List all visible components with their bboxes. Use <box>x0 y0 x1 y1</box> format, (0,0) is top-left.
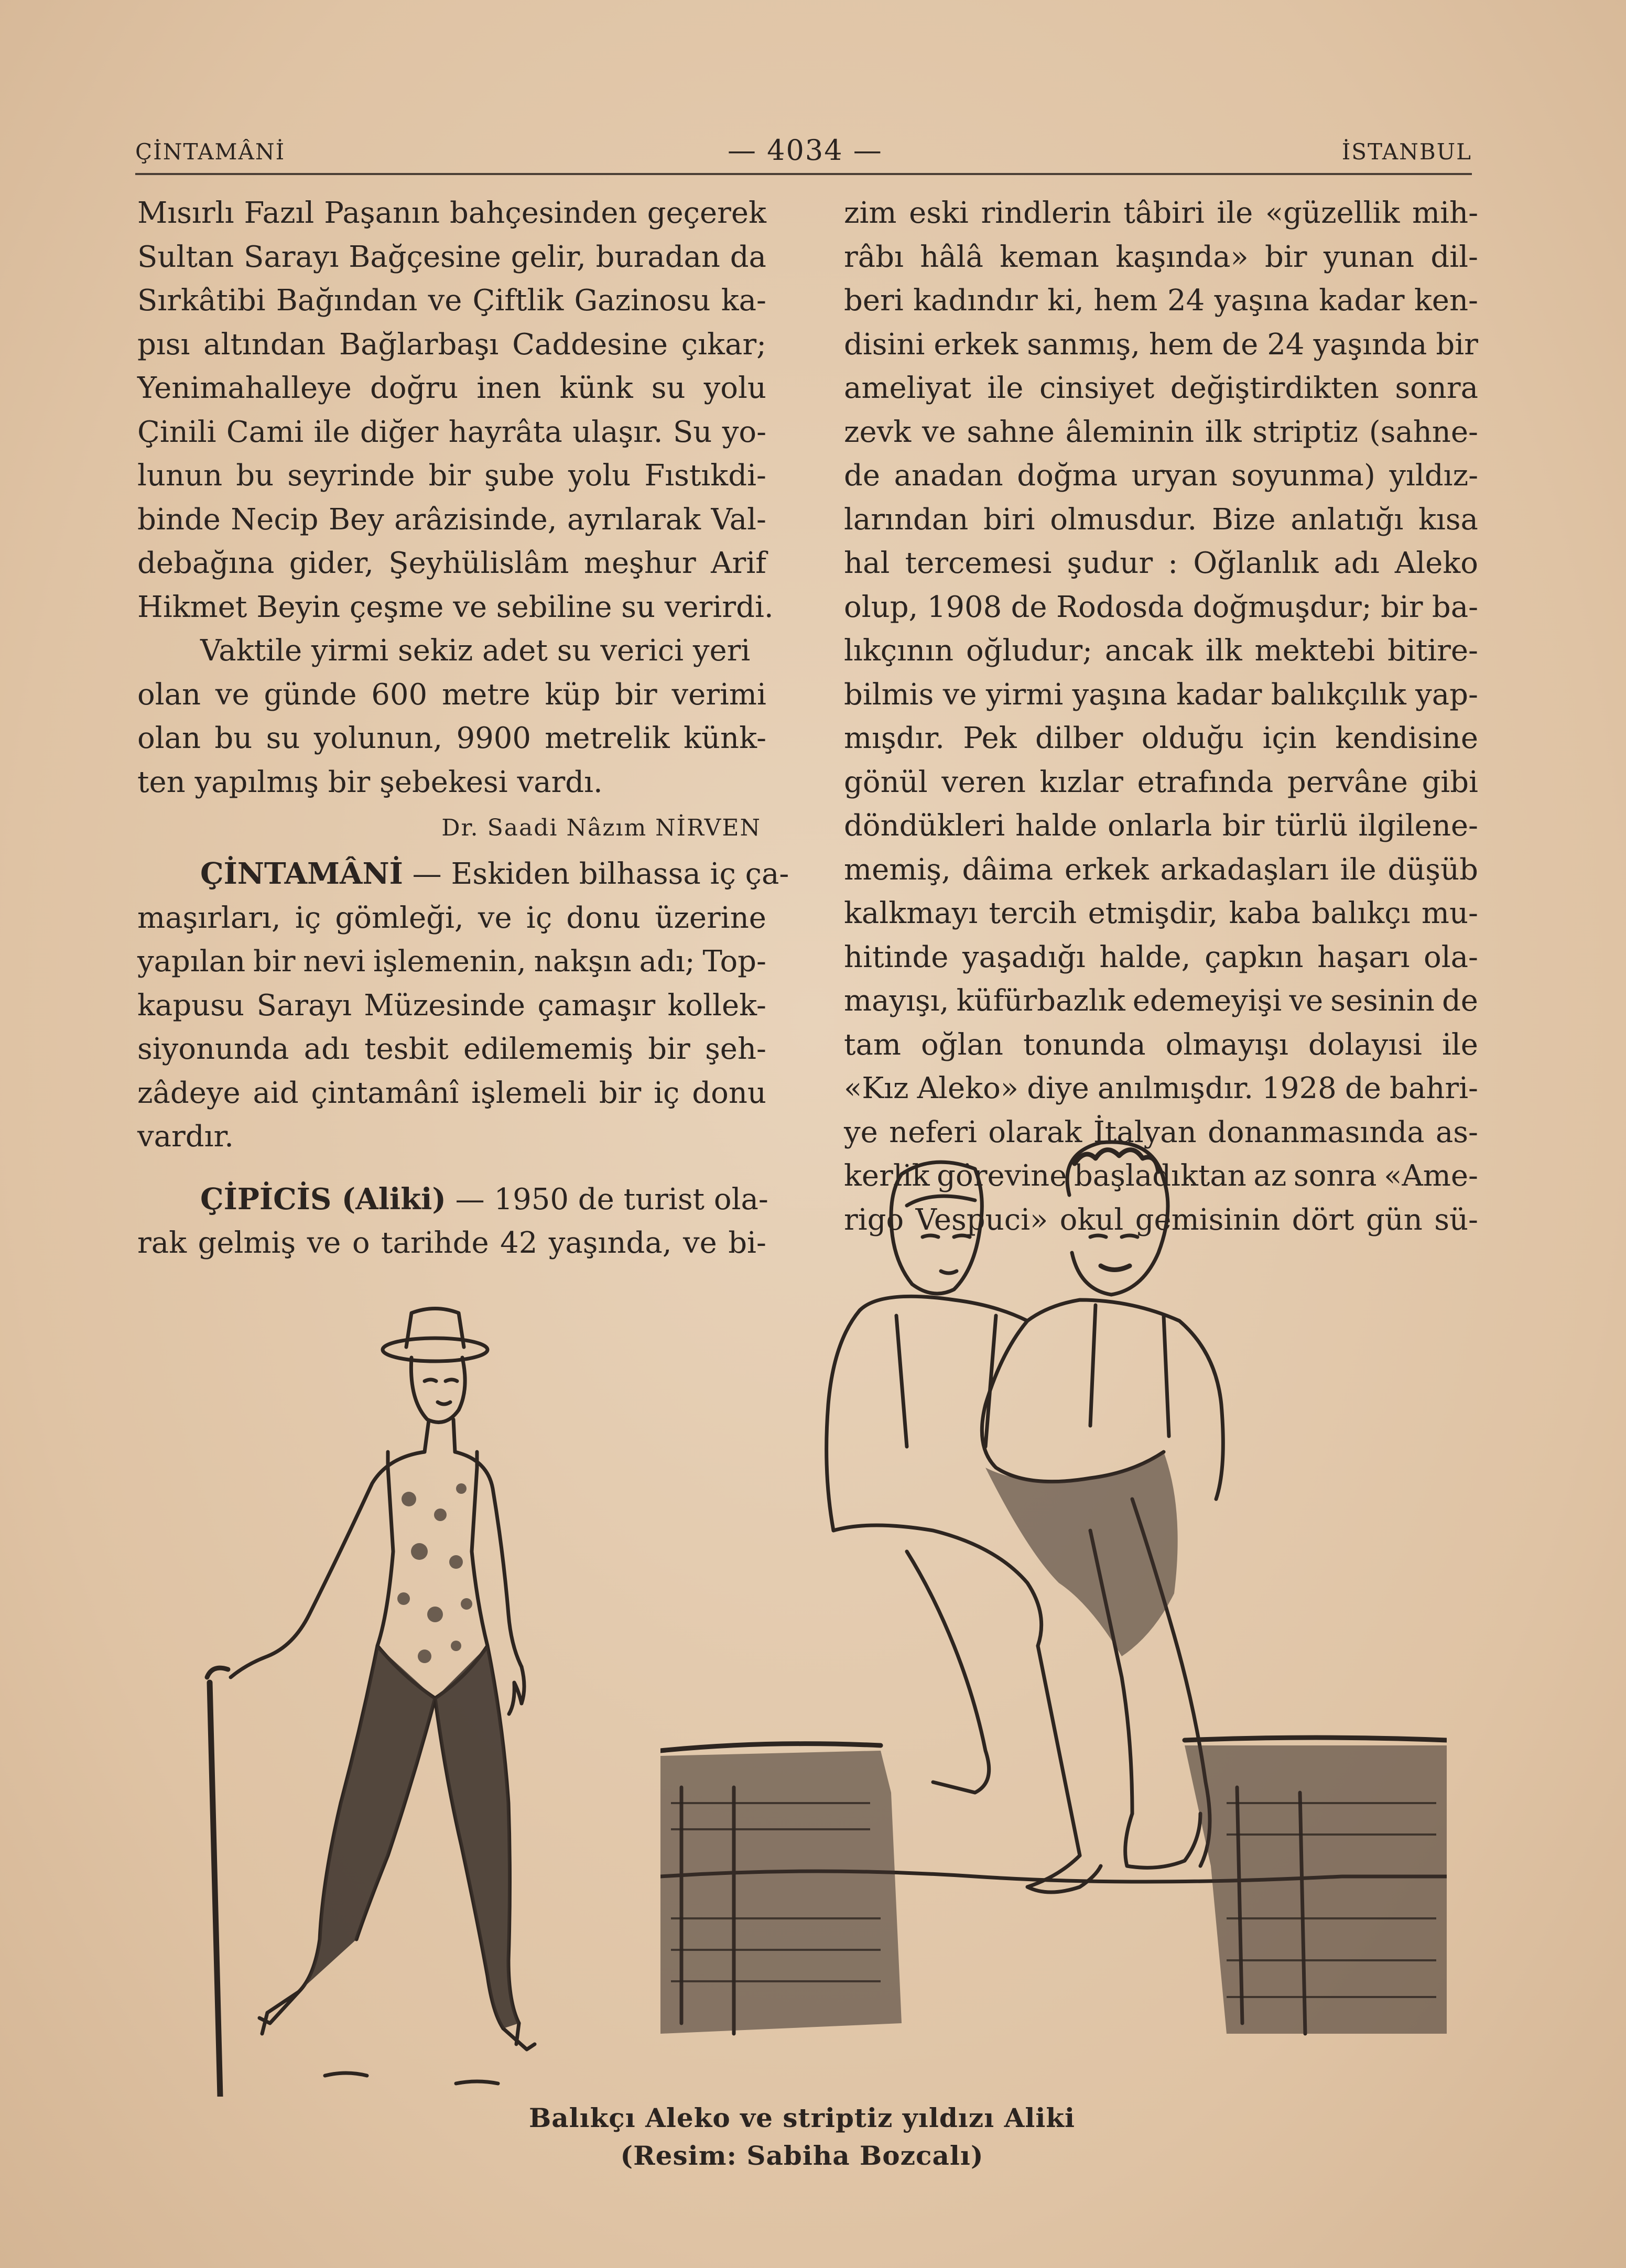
text-line: rigo Vespuci» okul gemisinin dört gün sü- <box>844 1202 1478 1237</box>
entry-heading: ÇİPİCİS (Aliki) <box>200 1181 446 1217</box>
page-number: — 4034 — <box>728 134 883 167</box>
text-line: hitinde yaşadığı halde, çapkın haşarı ola- <box>844 940 1478 974</box>
text-line: beri kadındır ki, hem 24 yaşına kadar ken- <box>844 284 1478 318</box>
text-line: memiş, dâima erkek arkadaşları ile düşüb <box>844 852 1478 887</box>
text-line: larından biri olmusdur. Bize anlatığı kısa <box>844 502 1478 537</box>
text-line: de anadan doğma uryan soyunma) yıldız- <box>844 459 1478 493</box>
text-line: hal tercemesi şudur : Oğlanlık adı Aleko <box>844 546 1478 580</box>
text-line: Sırkâtibi Bağından ve Çiftlik Gazinosu ka- <box>137 284 766 318</box>
left-column <box>137 191 789 1265</box>
entry-first-line <box>137 852 789 896</box>
text-line: «Kız Aleko» diye anılmışdır. 1928 de bahri- <box>844 1071 1478 1105</box>
text-line: pısı altından Bağlarbaşı Caddesine çıkar; <box>137 327 766 362</box>
text-line: olan ve günde 600 metre küp bir verimi <box>137 677 766 712</box>
text-line: kapusu Sarayı Müzesinde çamaşır kollek- <box>137 988 766 1023</box>
text-line: zim eski rindlerin tâbiri ile «güzellik mih- <box>844 196 1478 230</box>
text-line: ten yapılmış bir şebekesi vardı. <box>137 765 603 799</box>
text-line: Çinili Cami ile diğer hayrâta ulaşır. Su yo- <box>137 415 766 449</box>
entry-text: — 1950 de turist ola- <box>455 1182 768 1217</box>
text-line: rak gelmiş ve o tarihde 42 yaşında, ve bi- <box>137 1226 766 1260</box>
running-header <box>135 134 1472 170</box>
caption-title: Balıkçı Aleko ve striptiz yıldızı Aliki <box>528 2102 1076 2133</box>
text-line: mışdır. Pek dilber olduğu için kendisine <box>844 721 1478 755</box>
header-rule <box>135 173 1472 175</box>
text-line: Yenimahalleye doğru inen künk su yolu <box>137 371 766 405</box>
text-line: Vaktile yirmi sekiz adet su verici yeri <box>200 634 751 668</box>
right-column <box>844 191 1478 1242</box>
text-line: mayışı, küfürbazlık edemeyişi ve sesinin de <box>844 984 1478 1018</box>
text-line: siyonunda adı tesbit edilememiş bir şeh- <box>137 1032 766 1066</box>
text-line: Hikmet Beyin çeşme ve sebiline su verirdi. <box>137 590 774 624</box>
header-left-title: ÇİNTAMÂNİ <box>135 139 286 165</box>
text-line: döndükleri halde onlarla bir türlü ilgilene- <box>844 809 1478 843</box>
text-line: kerlik görevine başladıktan az sonra «Ame- <box>844 1159 1478 1193</box>
author-signature: Dr. Saadi Nâzım NİRVEN <box>441 815 761 841</box>
text-line: zâdeye aid çintamânî işlemeli bir iç donu <box>137 1076 766 1110</box>
caption-credit: (Resim: Sabiha Bozcalı) <box>620 2140 984 2171</box>
text-line: yapılan bir nevi işlemenin, nakşın adı; Top- <box>137 945 766 979</box>
text-line: bilmis ve yirmi yaşına kadar balıkçılık yap- <box>844 677 1478 712</box>
text-line: vardır. <box>137 1120 234 1154</box>
entry-text: — Eskiden bilhassa iç ça- <box>412 857 789 891</box>
text-line: Mısırlı Fazıl Paşanın bahçesinden geçerek <box>137 196 766 230</box>
text-line: lıkçının oğludur; ancak ilk mektebi bitire- <box>844 634 1478 668</box>
entry-heading: ÇİNTAMÂNİ <box>200 856 403 891</box>
text-line: ye neferi olarak İtalyan donanmasında as- <box>844 1115 1478 1149</box>
illustration-caption <box>430 2099 1174 2175</box>
text-line: kalkmayı tercih etmişdir, kaba balıkçı mu- <box>844 896 1478 930</box>
text-line: gönül veren kızlar etrafında pervâne gibi <box>844 765 1478 799</box>
text-line: tam oğlan tonunda olmayışı dolayısi ile <box>844 1027 1478 1062</box>
text-line: olup, 1908 de Rodosda doğmuşdur; bir ba- <box>844 590 1478 624</box>
header-right-title: İSTANBUL <box>1341 139 1472 165</box>
text-line: Sultan Sarayı Bağçesine gelir, buradan da <box>137 240 766 274</box>
text-line: zevk ve sahne âleminin ilk striptiz (sahne- <box>844 415 1478 449</box>
fisherman-and-star-illustration <box>660 1132 1447 2086</box>
dancer-illustration <box>142 1279 571 2097</box>
text-line: lunun bu seyrinde bir şube yolu Fıstıkdi- <box>137 459 766 493</box>
text-line: debağına gider, Şeyhülislâm meşhur Arif <box>137 546 766 580</box>
text-line: disini erkek sanmış, hem de 24 yaşında bir <box>844 327 1478 362</box>
text-line: olan bu su yolunun, 9900 metrelik künk- <box>137 721 766 755</box>
text-line: binde Necip Bey arâzisinde, ayrılarak Val- <box>137 502 766 537</box>
text-line: râbı hâlâ keman kaşında» bir yunan dil- <box>844 240 1478 274</box>
text-line: ameliyat ile cinsiyet değiştirdikten sonra <box>844 371 1478 405</box>
text-line: maşırları, iç gömleği, ve iç donu üzerine <box>137 900 766 935</box>
